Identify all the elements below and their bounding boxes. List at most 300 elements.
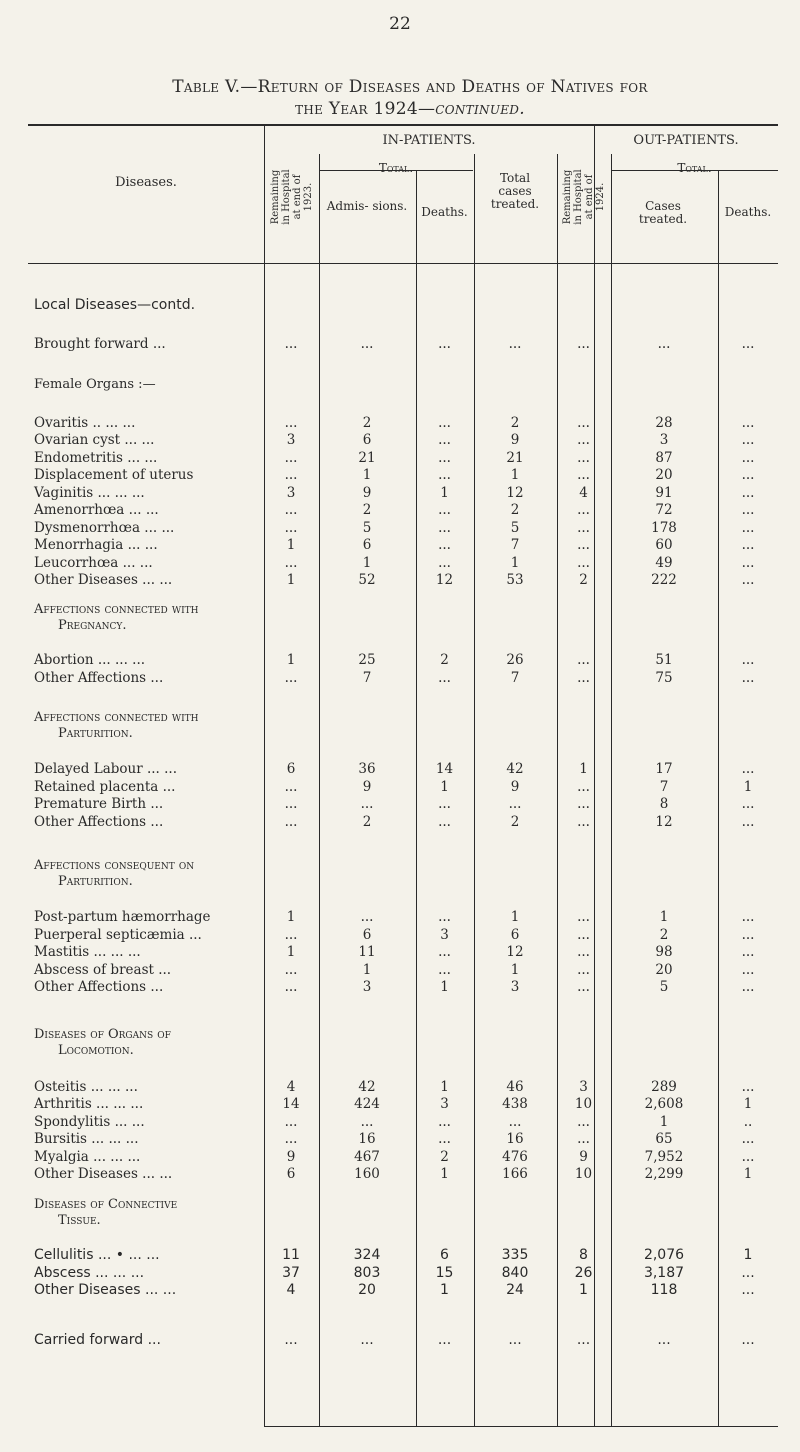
row-abortion — [28, 652, 778, 668]
header-total-out: Total. — [677, 161, 712, 175]
outpatient-deaths-cell: ... — [741, 761, 755, 777]
outpatient-deaths-cell: ... — [741, 555, 755, 571]
total-treated-cell: 7 — [510, 537, 520, 553]
remaining-1924-cell: ... — [577, 796, 590, 812]
disease-label: Abscess of breast ... — [34, 962, 172, 978]
title-line-2: the Year 1924—continued. — [295, 99, 525, 119]
header-deaths-in: Deaths. — [421, 205, 468, 219]
outpatient-deaths-cell: ... — [741, 1282, 755, 1298]
remaining-1924-cell: ... — [577, 944, 590, 960]
row-ovarian-cyst — [28, 432, 778, 448]
deaths-cell: ... — [438, 909, 451, 925]
row-brought-forward — [28, 336, 778, 352]
remaining-1923-cell: 1 — [286, 944, 296, 960]
remaining-1923-cell: ... — [284, 962, 298, 978]
row-menorrhagia — [28, 537, 778, 553]
disease-label: Arthritis ... ... ... — [34, 1096, 144, 1112]
outpatient-deaths-cell: ... — [741, 1131, 755, 1147]
outpatient-cases-cell: 72 — [655, 502, 673, 518]
outpatient-cases-cell: 1 — [659, 1114, 669, 1130]
outpatient-deaths-cell: ... — [741, 944, 755, 960]
remaining-1924-cell: 1 — [579, 761, 588, 777]
deaths-cell: 3 — [440, 1096, 449, 1112]
outpatient-cases-cell: 8 — [659, 796, 669, 812]
admissions-cell: 16 — [358, 1131, 376, 1147]
outpatient-cases-cell: 17 — [655, 761, 673, 777]
disease-label: Post-partum hæmorrhage — [34, 909, 211, 925]
deaths-cell: ... — [438, 1114, 451, 1130]
outpatient-deaths-cell: ... — [741, 979, 755, 995]
admissions-cell: 2 — [362, 814, 372, 830]
row-premature-birth — [28, 796, 778, 812]
outpatient-cases-cell: 178 — [651, 520, 677, 536]
total-treated-cell: 3 — [510, 979, 520, 995]
row-myalgia — [28, 1149, 778, 1165]
total-treated-cell: 166 — [502, 1166, 528, 1182]
section-local-diseases: Local Diseases—contd. — [34, 297, 196, 313]
outpatient-cases-cell: 1 — [659, 909, 669, 925]
deaths-cell: ... — [438, 520, 451, 536]
deaths-cell: ... — [437, 1332, 452, 1348]
header-admissions: Admis- sions. — [326, 199, 408, 213]
remaining-1923-cell: 4 — [286, 1282, 296, 1298]
total-treated-cell: 1 — [510, 467, 520, 483]
row-puerperal-septicaemia — [28, 927, 778, 943]
disease-label: Other Affections ... — [34, 814, 164, 830]
admissions-cell: 7 — [362, 670, 372, 686]
remaining-1924-cell: ... — [577, 1131, 590, 1147]
total-treated-cell: 840 — [501, 1265, 529, 1281]
admissions-cell: 20 — [358, 1282, 376, 1298]
remaining-1924-cell: ... — [577, 415, 590, 431]
disease-label: Premature Birth ... — [34, 796, 164, 812]
outpatient-cases-cell: 2,608 — [644, 1096, 684, 1112]
outpatient-cases-cell: 2 — [659, 927, 669, 943]
disease-table — [28, 124, 778, 1428]
total-treated-cell: 9 — [510, 432, 520, 448]
deaths-cell: ... — [438, 1131, 451, 1147]
row-other-connective-diseases — [28, 1282, 778, 1298]
admissions-cell: 1 — [362, 555, 372, 571]
admissions-cell: ... — [360, 796, 374, 812]
row-abscess-of-breast — [28, 962, 778, 978]
remaining-1923-cell: 3 — [286, 485, 296, 501]
total-treated-cell: 9 — [510, 779, 520, 795]
header-total-cases: Total cases treated. — [490, 171, 540, 211]
row-other-locomotion-diseases — [28, 1166, 778, 1182]
remaining-1923-cell: ... — [284, 796, 298, 812]
remaining-1924-cell: ... — [577, 779, 590, 795]
deaths-cell: 1 — [440, 779, 449, 795]
row-other-female-diseases — [28, 572, 778, 588]
title-continued: continued. — [435, 99, 525, 119]
row-cellulitis — [28, 1247, 778, 1263]
deaths-cell: ... — [438, 336, 451, 352]
header-deaths-out: Deaths. — [724, 205, 772, 219]
remaining-1923-cell: 37 — [282, 1265, 300, 1281]
total-treated-cell: 335 — [501, 1247, 529, 1263]
row-other-pregnancy-affections — [28, 670, 778, 686]
header-cases-treated: Cases treated. — [638, 199, 688, 226]
row-ovaritis — [28, 415, 778, 431]
remaining-1924-cell: 8 — [579, 1247, 588, 1263]
outpatient-cases-cell: 51 — [655, 652, 673, 668]
deaths-cell: ... — [438, 944, 451, 960]
remaining-1923-cell: 11 — [282, 1247, 300, 1263]
remaining-1923-cell: ... — [284, 502, 298, 518]
outpatient-cases-cell: 20 — [655, 962, 673, 978]
row-mastitis — [28, 944, 778, 960]
disease-label: Amenorrhœa ... ... — [34, 502, 159, 518]
admissions-cell: 6 — [362, 927, 372, 943]
header-remaining-1924: Remaining in Hospital at end of 1924. — [562, 169, 606, 225]
outpatient-deaths-cell: ... — [741, 485, 755, 501]
outpatient-deaths-cell: ... — [741, 520, 755, 536]
remaining-1923-cell: 4 — [286, 1079, 296, 1095]
outpatient-cases-cell: 289 — [651, 1079, 677, 1095]
total-treated-cell: 46 — [506, 1079, 524, 1095]
remaining-1924-cell: ... — [577, 467, 590, 483]
row-other-consequent-affections — [28, 979, 778, 995]
disease-label: Other Affections ... — [34, 979, 164, 995]
remaining-1923-cell: 9 — [286, 1149, 296, 1165]
total-treated-cell: 1 — [510, 555, 520, 571]
title-line-1: Table V.—Return of Diseases and Deaths of Natives for — [172, 77, 648, 97]
total-treated-cell: ... — [508, 796, 522, 812]
total-treated-cell: 6 — [510, 927, 520, 943]
remaining-1923-cell: ... — [284, 520, 298, 536]
remaining-1923-cell: 1 — [286, 909, 296, 925]
total-treated-cell: 2 — [510, 502, 520, 518]
remaining-1924-cell: ... — [577, 537, 590, 553]
remaining-1924-cell: ... — [577, 670, 590, 686]
remaining-1923-cell: ... — [284, 415, 298, 431]
remaining-1924-cell: 1 — [579, 1282, 588, 1298]
remaining-1924-cell: ... — [577, 962, 590, 978]
deaths-cell: 1 — [440, 979, 449, 995]
outpatient-cases-cell: 20 — [655, 467, 673, 483]
remaining-1924-cell: ... — [577, 652, 590, 668]
disease-label: Vaginitis ... ... ... — [34, 485, 145, 501]
total-treated-cell: 16 — [506, 1131, 524, 1147]
remaining-1923-cell: 3 — [286, 432, 296, 448]
header-remaining-1923: Remaining in Hospital at end of 1923. — [270, 169, 314, 225]
row-carried-forward — [28, 1332, 778, 1348]
deaths-cell: 2 — [440, 1149, 449, 1165]
row-osteitis — [28, 1079, 778, 1095]
page-number: 22 — [389, 14, 411, 34]
admissions-cell: 160 — [354, 1166, 380, 1182]
row-endometritis — [28, 450, 778, 466]
total-treated-cell: 42 — [506, 761, 524, 777]
section-female-organs: Female Organs :— — [34, 377, 156, 392]
deaths-cell: 1 — [440, 1282, 449, 1298]
section-consequent: Affections consequent on Parturition. — [34, 858, 195, 889]
outpatient-deaths-cell: ... — [741, 336, 755, 352]
outpatient-deaths-cell: ... — [741, 1265, 755, 1281]
row-post-partum-haemorrhage — [28, 909, 778, 925]
disease-label: Other Affections ... — [34, 670, 164, 686]
admissions-cell: 52 — [358, 572, 376, 588]
remaining-1923-cell: ... — [284, 336, 298, 352]
outpatient-cases-cell: 7,952 — [644, 1149, 684, 1165]
deaths-cell: ... — [438, 670, 451, 686]
outpatient-deaths-cell: 1 — [743, 1247, 753, 1263]
outpatient-cases-cell: ... — [657, 1332, 671, 1348]
deaths-cell: 1 — [440, 1166, 449, 1182]
remaining-1924-cell: ... — [577, 909, 590, 925]
disease-label: Displacement of uterus — [34, 467, 194, 483]
admissions-cell: 467 — [354, 1149, 380, 1165]
total-treated-cell: ... — [508, 336, 522, 352]
disease-label: Other Diseases ... ... — [34, 1166, 173, 1182]
outpatient-deaths-cell: ... — [741, 927, 755, 943]
admissions-cell: 9 — [362, 779, 372, 795]
outpatient-cases-cell: 7 — [659, 779, 669, 795]
disease-label: Abscess ... ... ... — [34, 1265, 145, 1281]
disease-label: Retained placenta ... — [34, 779, 176, 795]
header-outpatients: OUT-PATIENTS. — [633, 133, 739, 148]
outpatient-deaths-cell: ... — [741, 814, 755, 830]
admissions-cell: 324 — [353, 1247, 381, 1263]
remaining-1923-cell: ... — [284, 779, 298, 795]
deaths-cell: ... — [438, 502, 451, 518]
disease-label: Myalgia ... ... ... — [34, 1149, 141, 1165]
admissions-cell: 1 — [362, 467, 372, 483]
admissions-cell: 424 — [354, 1096, 380, 1112]
disease-label: Menorrhagia ... ... — [34, 537, 158, 553]
total-treated-cell: 2 — [510, 415, 520, 431]
admissions-cell: ... — [360, 1114, 374, 1130]
total-treated-cell: 53 — [506, 572, 524, 588]
disease-label: Ovarian cyst ... ... — [34, 432, 155, 448]
remaining-1923-cell: ... — [284, 1114, 298, 1130]
remaining-1924-cell: ... — [577, 979, 590, 995]
section-connective: Diseases of Connective Tissue. — [34, 1197, 178, 1228]
remaining-1923-cell: ... — [284, 670, 298, 686]
deaths-cell: 12 — [435, 572, 454, 588]
outpatient-deaths-cell: ... — [741, 796, 755, 812]
deaths-cell: ... — [438, 450, 451, 466]
admissions-cell: 11 — [358, 944, 376, 960]
deaths-cell: ... — [438, 415, 451, 431]
row-other-parturition-affections — [28, 814, 778, 830]
admissions-cell: 1 — [362, 962, 372, 978]
remaining-1923-cell: 1 — [286, 537, 296, 553]
remaining-1923-cell: 14 — [282, 1096, 300, 1112]
outpatient-cases-cell: 49 — [655, 555, 673, 571]
remaining-1924-cell: ... — [577, 502, 590, 518]
outpatient-cases-cell: 28 — [655, 415, 673, 431]
remaining-1924-cell: ... — [577, 432, 590, 448]
row-delayed-labour — [28, 761, 778, 777]
outpatient-cases-cell: 98 — [655, 944, 673, 960]
outpatient-cases-cell: 87 — [655, 450, 673, 466]
total-treated-cell: 5 — [510, 520, 520, 536]
outpatient-deaths-cell: ... — [741, 467, 755, 483]
remaining-1923-cell: 6 — [286, 761, 296, 777]
admissions-cell: 42 — [358, 1079, 376, 1095]
row-arthritis — [28, 1096, 778, 1112]
total-treated-cell: 1 — [510, 962, 520, 978]
outpatient-cases-cell: 5 — [659, 979, 669, 995]
admissions-cell: 6 — [362, 432, 372, 448]
outpatient-deaths-cell: 1 — [743, 1096, 753, 1112]
row-vaginitis — [28, 485, 778, 501]
total-treated-cell: 1 — [510, 909, 520, 925]
rule-bottom — [264, 1426, 778, 1427]
outpatient-deaths-cell: ... — [741, 502, 755, 518]
remaining-1924-cell: 3 — [579, 1079, 588, 1095]
admissions-cell: ... — [360, 1332, 374, 1348]
disease-label: Puerperal septicæmia ... — [34, 927, 202, 943]
total-treated-cell: 12 — [506, 944, 524, 960]
disease-label: Other Diseases ... ... — [34, 1282, 177, 1298]
disease-label: Cellulitis ... • ... ... — [34, 1247, 160, 1263]
remaining-1923-cell: ... — [284, 814, 298, 830]
admissions-cell: 5 — [362, 520, 372, 536]
total-treated-cell: 12 — [506, 485, 524, 501]
admissions-cell: 3 — [362, 979, 372, 995]
admissions-cell: 25 — [358, 652, 376, 668]
outpatient-deaths-cell: .. — [743, 1114, 753, 1130]
outpatient-cases-cell: 91 — [655, 485, 673, 501]
total-treated-cell: ... — [508, 1332, 522, 1348]
admissions-cell: 803 — [353, 1265, 381, 1281]
remaining-1924-cell: ... — [577, 450, 590, 466]
deaths-cell: ... — [438, 796, 451, 812]
remaining-1923-cell: ... — [284, 1332, 298, 1348]
remaining-1924-cell: 2 — [579, 572, 588, 588]
remaining-1924-cell: 4 — [579, 485, 588, 501]
row-retained-placenta — [28, 779, 778, 795]
row-bursitis — [28, 1131, 778, 1147]
disease-label: Spondylitis ... ... — [34, 1114, 145, 1130]
deaths-cell: ... — [438, 814, 451, 830]
row-spondylitis — [28, 1114, 778, 1130]
remaining-1923-cell: ... — [284, 927, 298, 943]
outpatient-cases-cell: 2,299 — [644, 1166, 684, 1182]
remaining-1924-cell: ... — [576, 1332, 591, 1348]
admissions-cell: 36 — [358, 761, 376, 777]
remaining-1924-cell: ... — [577, 1114, 590, 1130]
row-abscess — [28, 1265, 778, 1281]
remaining-1924-cell: 10 — [574, 1096, 593, 1112]
disease-label: Other Diseases ... ... — [34, 572, 173, 588]
disease-label: Ovaritis .. ... ... — [34, 415, 136, 431]
total-treated-cell: 438 — [502, 1096, 528, 1112]
admissions-cell: 2 — [362, 415, 372, 431]
deaths-cell: 15 — [435, 1265, 454, 1281]
deaths-cell: 6 — [440, 1247, 449, 1263]
admissions-cell: 9 — [362, 485, 372, 501]
admissions-cell: 2 — [362, 502, 372, 518]
outpatient-deaths-cell: 1 — [743, 779, 753, 795]
total-treated-cell: 21 — [506, 450, 524, 466]
outpatient-deaths-cell: ... — [741, 537, 755, 553]
disease-label: Osteitis ... ... ... — [34, 1079, 138, 1095]
header-diseases: Diseases. — [115, 175, 177, 190]
remaining-1924-cell: ... — [577, 520, 590, 536]
deaths-cell: ... — [438, 467, 451, 483]
outpatient-cases-cell: 118 — [650, 1282, 678, 1298]
total-treated-cell: 476 — [502, 1149, 528, 1165]
admissions-cell: 6 — [362, 537, 372, 553]
outpatient-deaths-cell: ... — [741, 415, 755, 431]
rule-top — [28, 124, 778, 126]
disease-label: Brought forward ... — [34, 336, 166, 352]
disease-label: Abortion ... ... ... — [34, 652, 146, 668]
disease-label: Leucorrhœa ... ... — [34, 555, 153, 571]
remaining-1924-cell: ... — [577, 555, 590, 571]
deaths-cell: 2 — [440, 652, 449, 668]
disease-label: Bursitis ... ... ... — [34, 1131, 139, 1147]
row-dysmenorrhoea — [28, 520, 778, 536]
outpatient-deaths-cell: ... — [741, 450, 755, 466]
admissions-cell: ... — [360, 909, 374, 925]
remaining-1923-cell: ... — [284, 467, 298, 483]
deaths-cell: ... — [438, 432, 451, 448]
outpatient-cases-cell: ... — [657, 336, 671, 352]
disease-label: Mastitis ... ... ... — [34, 944, 141, 960]
outpatient-deaths-cell: ... — [741, 1079, 755, 1095]
outpatient-deaths-cell: ... — [741, 909, 755, 925]
remaining-1924-cell: ... — [577, 336, 590, 352]
row-leucorrhoea — [28, 555, 778, 571]
deaths-cell: 1 — [440, 1079, 449, 1095]
remaining-1923-cell: ... — [284, 555, 298, 571]
admissions-cell: ... — [360, 336, 374, 352]
outpatient-deaths-cell: ... — [741, 1149, 755, 1165]
outpatient-deaths-cell: ... — [741, 432, 755, 448]
row-amenorrhoea — [28, 502, 778, 518]
total-treated-cell: 26 — [506, 652, 524, 668]
remaining-1924-cell: 9 — [579, 1149, 588, 1165]
disease-label: Delayed Labour ... ... — [34, 761, 177, 777]
deaths-cell: ... — [438, 962, 451, 978]
total-treated-cell: 2 — [510, 814, 520, 830]
deaths-cell: 1 — [440, 485, 449, 501]
remaining-1924-cell: ... — [577, 814, 590, 830]
outpatient-cases-cell: 3 — [659, 432, 669, 448]
outpatient-deaths-cell: 1 — [743, 1166, 753, 1182]
header-total-in: Total. — [378, 161, 414, 175]
remaining-1923-cell: 1 — [286, 652, 296, 668]
remaining-1923-cell: ... — [284, 1131, 298, 1147]
outpatient-cases-cell: 222 — [651, 572, 677, 588]
outpatient-cases-cell: 60 — [655, 537, 673, 553]
outpatient-deaths-cell: ... — [741, 572, 755, 588]
header-inpatients: IN-PATIENTS. — [382, 133, 476, 148]
deaths-cell: 14 — [435, 761, 454, 777]
remaining-1923-cell: ... — [284, 450, 298, 466]
remaining-1924-cell: 26 — [574, 1265, 593, 1281]
total-treated-cell: 24 — [506, 1282, 524, 1298]
disease-label: Endometritis ... ... — [34, 450, 158, 466]
deaths-cell: 3 — [440, 927, 449, 943]
outpatient-cases-cell: 75 — [655, 670, 673, 686]
remaining-1924-cell: 10 — [574, 1166, 593, 1182]
rule-header-bottom — [28, 263, 778, 264]
outpatient-deaths-cell: ... — [741, 962, 755, 978]
outpatient-cases-cell: 65 — [655, 1131, 673, 1147]
deaths-cell: ... — [438, 555, 451, 571]
remaining-1924-cell: ... — [577, 927, 590, 943]
section-parturition: Affections connected with Parturition. — [34, 710, 199, 741]
total-treated-cell: 7 — [510, 670, 520, 686]
outpatient-cases-cell: 3,187 — [643, 1265, 685, 1281]
section-pregnancy: Affections connected with Pregnancy. — [34, 602, 199, 633]
